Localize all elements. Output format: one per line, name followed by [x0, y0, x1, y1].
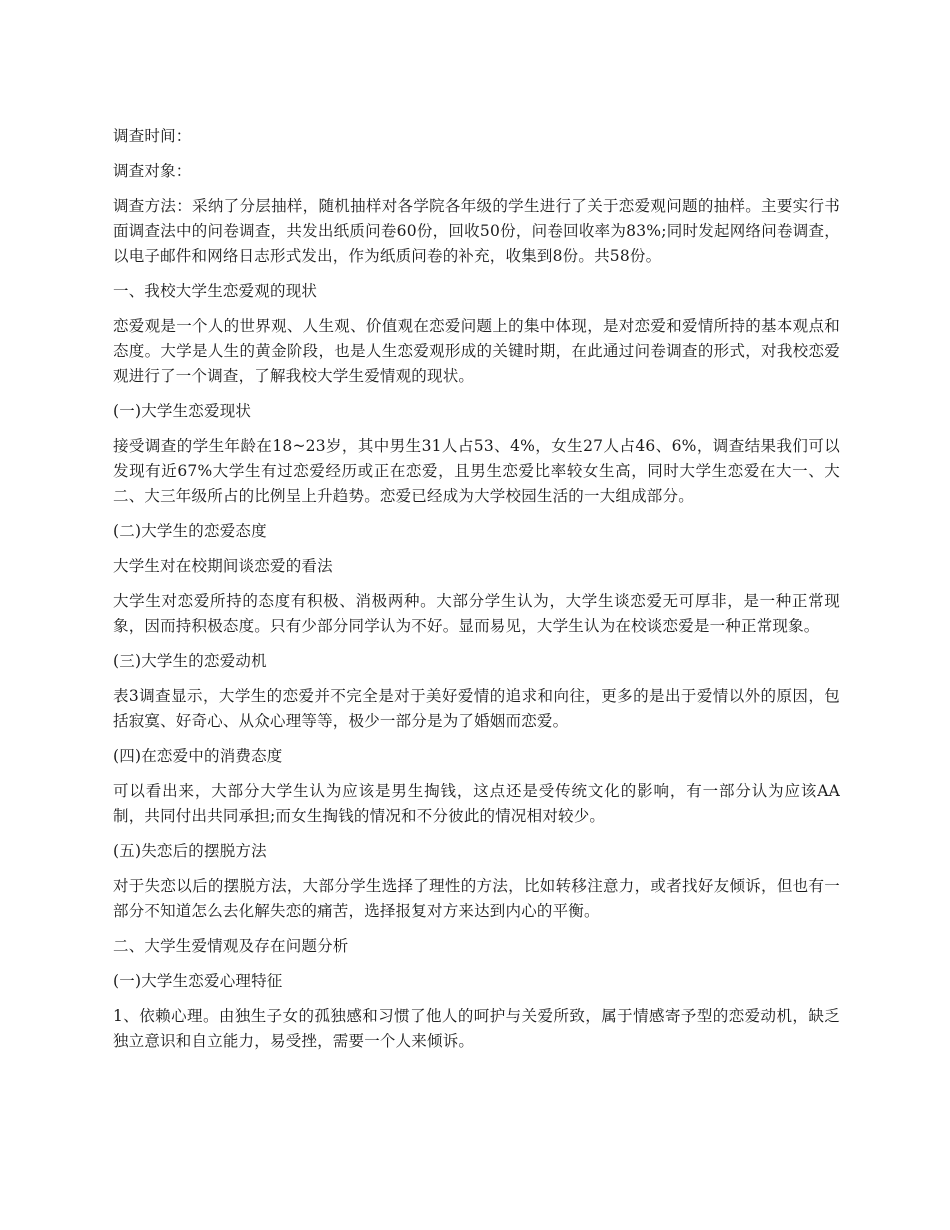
- section-2-subsection-1-heading: (一)大学生恋爱心理特征: [113, 972, 283, 990]
- subsection-2-heading: (二)大学生的恋爱态度: [113, 522, 267, 540]
- subsection-1-heading: (一)大学生恋爱现状: [113, 402, 252, 420]
- section-1-intro-paragraph: 恋爱观是一个人的世界观、人生观、价值观在恋爱问题上的集中体现，是对恋爱和爱情所持的基本观点和态度。大学是人生的黄金阶段，也是人生恋爱观形成的关键时期，在此通过问卷调查的形式，对我校恋爱观进行了一个调查，了解我校大学生爱情观的现状。: [113, 317, 840, 385]
- subsection-4-heading: (四)在恋爱中的消费态度: [113, 747, 283, 765]
- section-1-heading: 一、我校大学生恋爱观的现状: [113, 282, 318, 300]
- subsection-3-paragraph: 表3调查显示，大学生的恋爱并不完全是对于美好爱情的追求和向往，更多的是出于爱情以外的原因，包括寂寞、好奇心、从众心理等等，极少一部分是为了婚姻而恋爱。: [113, 687, 840, 730]
- subsection-4-paragraph: 可以看出来，大部分大学生认为应该是男生掏钱，这点还是受传统文化的影响，有一部分认为应该AA制，共同付出共同承担;而女生掏钱的情况和不分彼此的情况相对较少。: [113, 782, 840, 825]
- subsection-3-heading: (三)大学生的恋爱动机: [113, 652, 267, 670]
- survey-time-label: 调查时间：: [113, 127, 192, 145]
- section-2-heading: 二、大学生爱情观及存在问题分析: [113, 937, 349, 955]
- subsection-5-heading: (五)失恋后的摆脱方法: [113, 842, 267, 860]
- survey-target-label: 调查对象：: [113, 162, 192, 180]
- section-2-item-1-paragraph: 1、依赖心理。由独生子女的孤独感和习惯了他人的呵护与关爱所致，属于情感寄予型的恋爱动机，缺乏独立意识和自立能力，易受挫，需要一个人来倾诉。: [113, 1007, 840, 1050]
- subsection-1-paragraph: 接受调查的学生年龄在18~23岁，其中男生31人占53、4%，女生27人占46、6%，调查结果我们可以发现有近67%大学生有过恋爱经历或正在恋爱，且男生恋爱比率较女生高，同时大学生恋爱在大一、大二、大三年级所占的比例呈上升趋势。恋爱已经成为大学校园生活的一大组成部分。: [113, 437, 840, 505]
- survey-method-paragraph: 调查方法：采纳了分层抽样，随机抽样对各学院各年级的学生进行了关于恋爱观问题的抽样。主要实行书面调查法中的问卷调查，共发出纸质问卷60份，回收50份，问卷回收率为83%;同时发起网络问卷调查，以电子邮件和网络日志形式发出，作为纸质问卷的补充，收集到8份。共58份。: [113, 197, 840, 265]
- subsection-2-paragraph: 大学生对恋爱所持的态度有积极、消极两种。大部分学生认为，大学生谈恋爱无可厚非，是一种正常现象，因而持积极态度。只有少部分同学认为不好。显而易见，大学生认为在校谈恋爱是一种正常现象。: [113, 592, 840, 635]
- subsection-5-paragraph: 对于失恋以后的摆脱方法，大部分学生选择了理性的方法，比如转移注意力，或者找好友倾诉，但也有一部分不知道怎么去化解失恋的痛苦，选择报复对方来达到内心的平衡。: [113, 877, 840, 920]
- document-body: [113, 124, 840, 1064]
- subsection-2-subheading: 大学生对在校期间谈恋爱的看法: [113, 557, 333, 575]
